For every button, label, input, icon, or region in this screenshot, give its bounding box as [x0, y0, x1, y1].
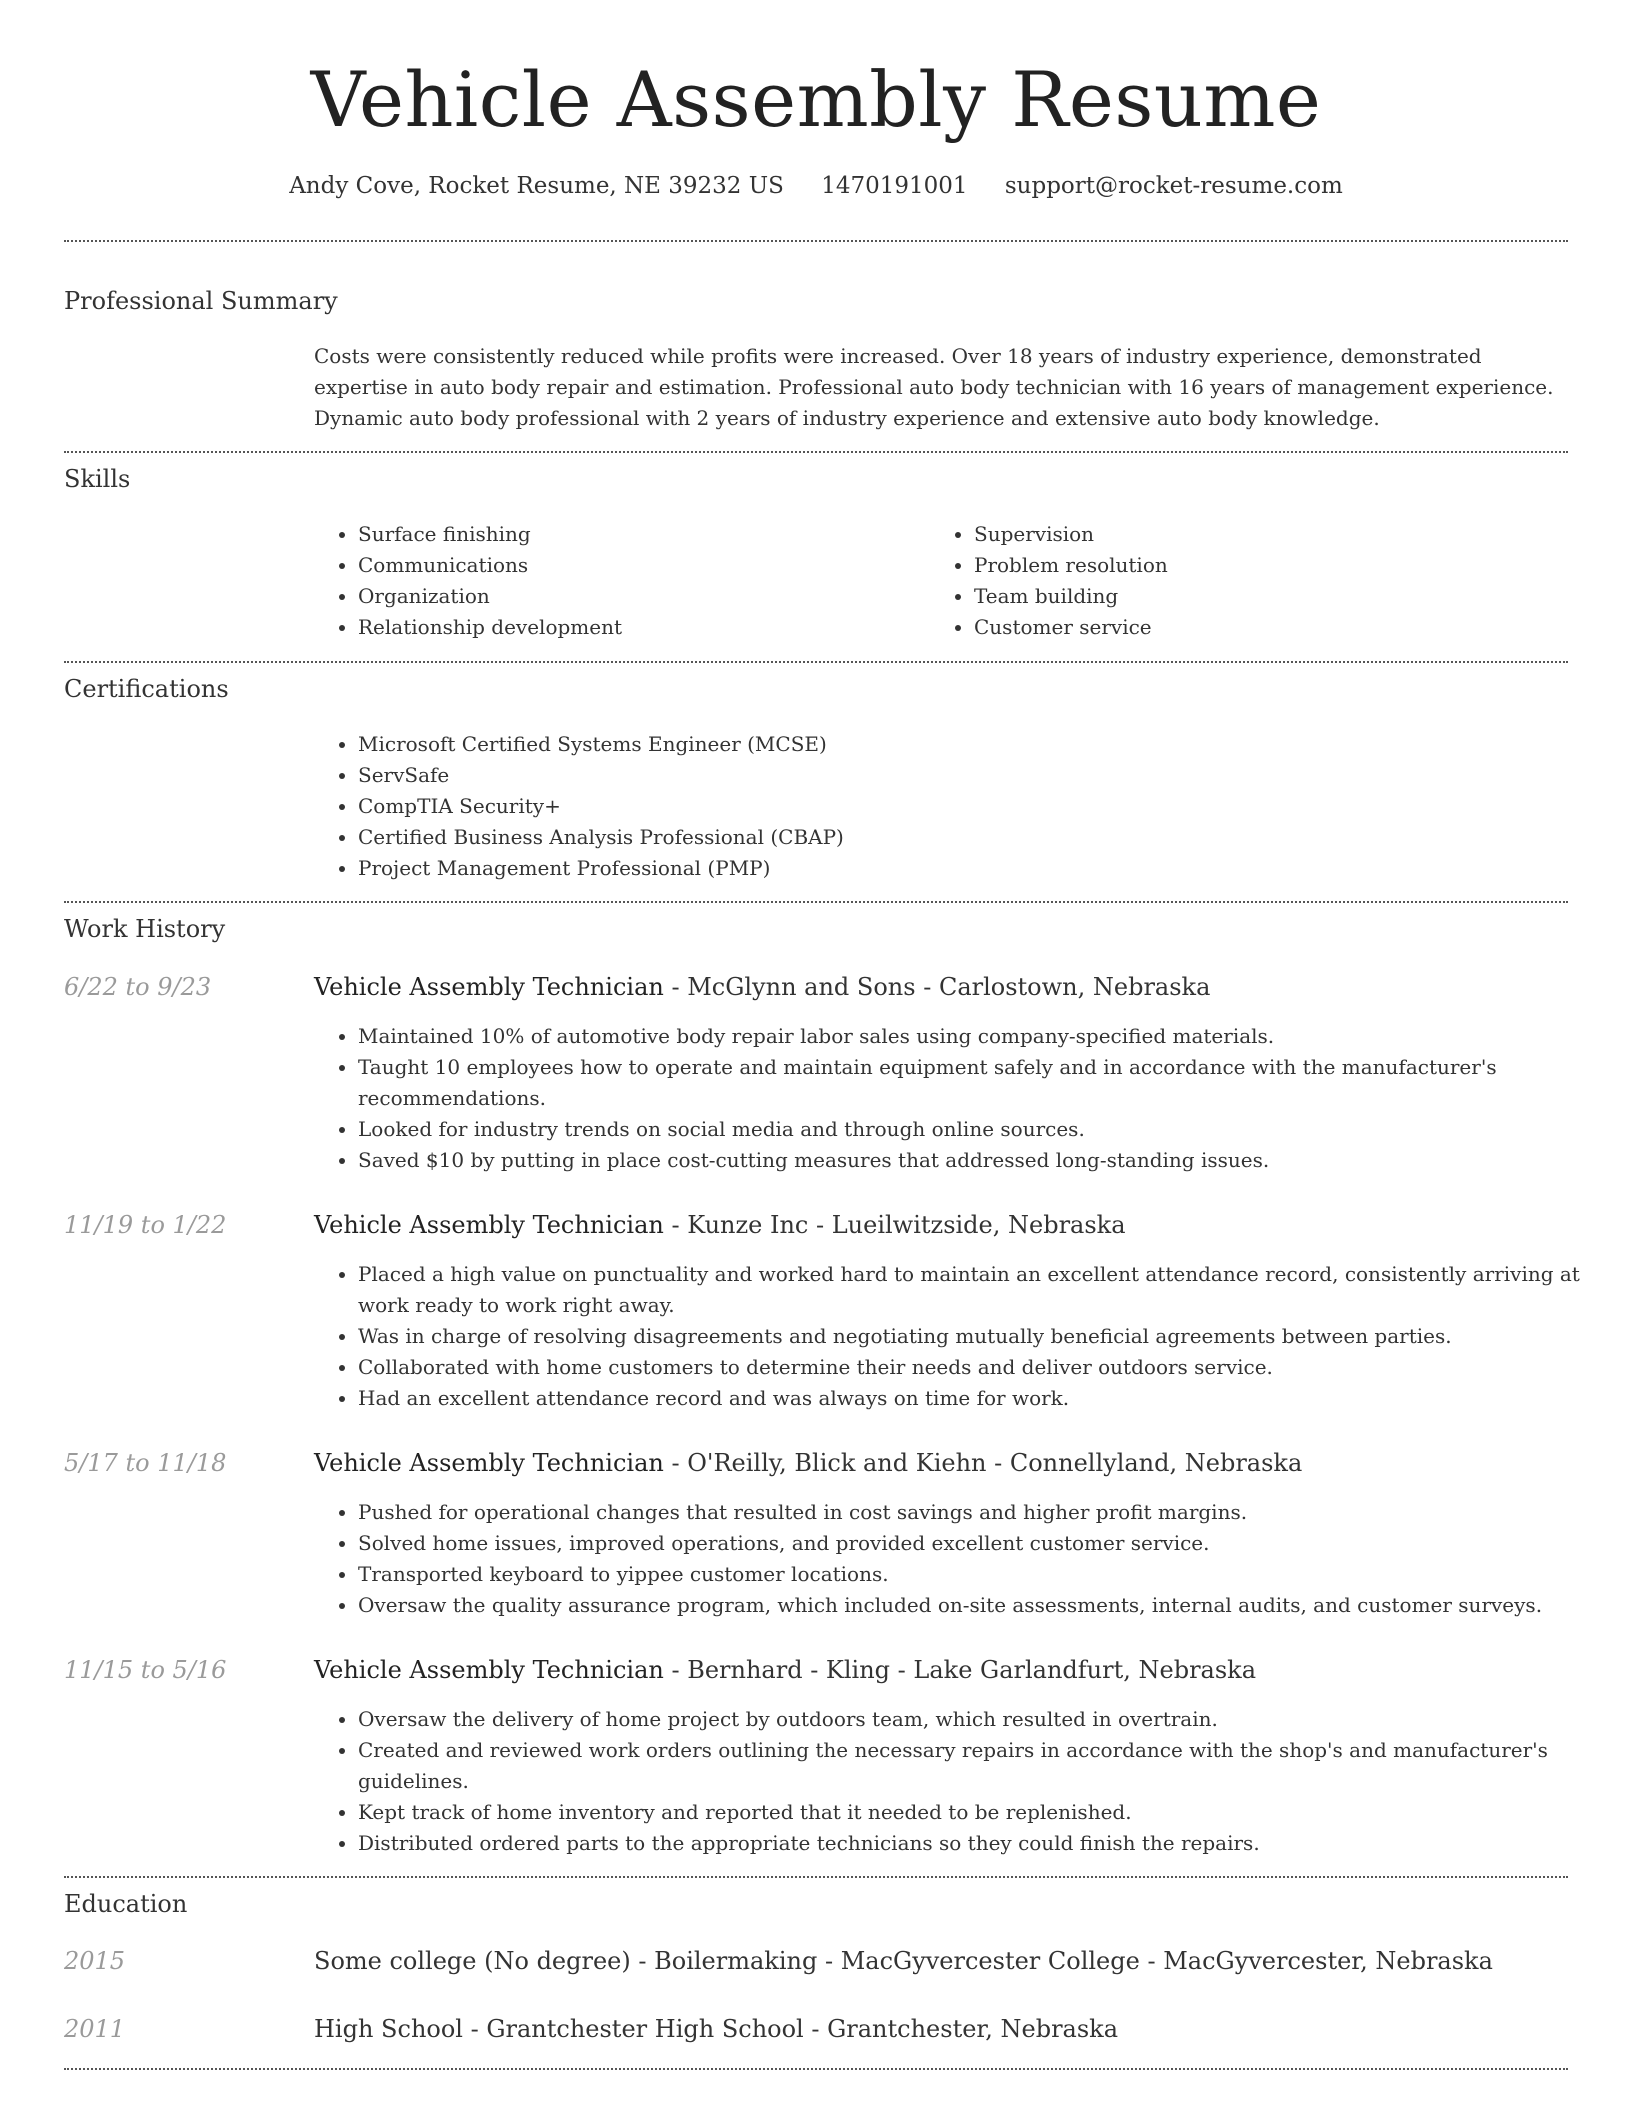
certification-item: • Project Management Professional (PMP) — [358, 853, 1578, 884]
divider — [64, 1876, 1568, 1878]
job-bullet: • Kept track of home inventory and reported that it needed to be replenished. — [358, 1797, 1598, 1828]
skill-item: • Communications — [358, 550, 928, 581]
job-bullet: • Transported keyboard to yippee customer locations. — [358, 1559, 1618, 1590]
education-year: 2015 — [64, 1947, 126, 1975]
education-entry — [314, 2013, 1118, 2045]
skill-item: • Organization — [358, 581, 928, 612]
skill-item: • Customer service — [974, 612, 1574, 643]
job-dates: 11/15 to 5/16 — [64, 1656, 227, 1684]
job-bullet: • Collaborated with home customers to determine their needs and deliver outdoors service. — [358, 1352, 1598, 1383]
skills-heading: Skills — [64, 465, 131, 493]
certification-item: • CompTIA Security+ — [358, 791, 1578, 822]
contact-phone: 1470191001 — [821, 173, 968, 199]
job-bullets — [314, 1497, 1618, 1621]
job-details: - McGlynn and Sons - Carlostown, Nebraska — [663, 973, 1211, 1001]
job-bullets — [314, 1259, 1598, 1414]
job-bullet: • Created and reviewed work orders outlining the necessary repairs in accordance with the shop's and manufacturer's guidelines. — [358, 1735, 1598, 1797]
skills-list-left — [314, 519, 928, 643]
job-dates: 5/17 to 11/18 — [64, 1449, 227, 1477]
job-dates: 11/19 to 1/22 — [64, 1211, 227, 1239]
education-entry — [314, 1945, 1493, 1977]
job-bullet: • Oversaw the quality assurance program, which included on-site assessments, internal audits, and customer surveys. — [358, 1590, 1618, 1621]
job-bullet: • Saved $10 by putting in place cost-cutting measures that addressed long-standing issues. — [358, 1145, 1598, 1176]
contact-line — [0, 170, 1632, 202]
education-details: - Grantchester High School - Grantchester, Nebraska — [462, 2015, 1119, 2043]
education-degree: High School — [314, 2015, 463, 2043]
job-bullet: • Taught 10 employees how to operate and maintain equipment safely and in accordance with the manufacturer's recommendations. — [358, 1052, 1598, 1114]
job-bullet: • Was in charge of resolving disagreements and negotiating mutually beneficial agreements between parties. — [358, 1321, 1598, 1352]
job-heading — [314, 1447, 1302, 1479]
certification-item: • Microsoft Certified Systems Engineer (MCSE) — [358, 729, 1578, 760]
contact-address: Andy Cove, Rocket Resume, NE 39232 US — [289, 173, 784, 199]
divider — [64, 240, 1568, 242]
job-role: Vehicle Assembly Technician — [314, 1449, 664, 1477]
job-heading — [314, 1654, 1256, 1686]
job-bullet: • Maintained 10% of automotive body repair labor sales using company-specified materials. — [358, 1021, 1598, 1052]
skill-item: • Relationship development — [358, 612, 928, 643]
skill-item: • Problem resolution — [974, 550, 1574, 581]
job-heading — [314, 1209, 1126, 1241]
certifications-heading: Certifications — [64, 675, 229, 703]
divider — [64, 901, 1568, 903]
work-history-heading: Work History — [64, 915, 226, 943]
job-details: - Kunze Inc - Lueilwitzside, Nebraska — [663, 1211, 1126, 1239]
education-details: - MacGyvercester College - MacGyvercester, Nebraska — [817, 1947, 1493, 1975]
education-heading: Education — [64, 1890, 188, 1918]
education-year: 2011 — [64, 2015, 126, 2043]
job-bullet: • Looked for industry trends on social media and through online sources. — [358, 1114, 1598, 1145]
job-role: Vehicle Assembly Technician — [314, 1211, 664, 1239]
page-title: Vehicle Assembly Resume — [310, 55, 1322, 144]
skill-item: • Surface finishing — [358, 519, 928, 550]
divider — [64, 2068, 1568, 2070]
job-bullet: • Pushed for operational changes that resulted in cost savings and higher profit margins. — [358, 1497, 1618, 1528]
summary-heading: Professional Summary — [64, 287, 338, 315]
job-dates: 6/22 to 9/23 — [64, 973, 212, 1001]
certifications-list — [314, 729, 1578, 884]
job-bullet: • Oversaw the delivery of home project by outdoors team, which resulted in overtrain. — [358, 1704, 1598, 1735]
job-bullets — [314, 1021, 1598, 1176]
job-heading — [314, 971, 1210, 1003]
job-bullet: • Distributed ordered parts to the appropriate technicians so they could finish the repairs. — [358, 1828, 1598, 1859]
skill-item: • Team building — [974, 581, 1574, 612]
summary-text: Costs were consistently reduced while profits were increased. Over 18 years of industry experience, demonstrated expertise in auto body repair and estimation. Professional auto body technician with 16 years of management experience. Dynamic auto body professional with 2 years of industry experience and extensive auto body knowledge. — [314, 344, 1554, 430]
job-role: Vehicle Assembly Technician — [314, 973, 664, 1001]
skill-item: • Supervision — [974, 519, 1574, 550]
skills-list-right — [930, 519, 1574, 643]
divider — [64, 661, 1568, 663]
education-degree: Some college (No degree) - Boilermaking — [314, 1947, 818, 1975]
job-bullets — [314, 1704, 1598, 1859]
job-role: Vehicle Assembly Technician — [314, 1656, 664, 1684]
job-bullet: • Had an excellent attendance record and was always on time for work. — [358, 1383, 1598, 1414]
divider — [64, 451, 1568, 453]
certification-item: • ServSafe — [358, 760, 1578, 791]
job-bullet: • Placed a high value on punctuality and worked hard to maintain an excellent attendance record, consistently arriving at work ready to work right away. — [358, 1259, 1598, 1321]
certification-item: • Certified Business Analysis Professional (CBAP) — [358, 822, 1578, 853]
job-details: - Bernhard - Kling - Lake Garlandfurt, Nebraska — [663, 1656, 1257, 1684]
contact-email: support@rocket-resume.com — [1004, 173, 1343, 199]
job-details: - O'Reilly, Blick and Kiehn - Connellyland, Nebraska — [663, 1449, 1303, 1477]
job-bullet: • Solved home issues, improved operations, and provided excellent customer service. — [358, 1528, 1618, 1559]
